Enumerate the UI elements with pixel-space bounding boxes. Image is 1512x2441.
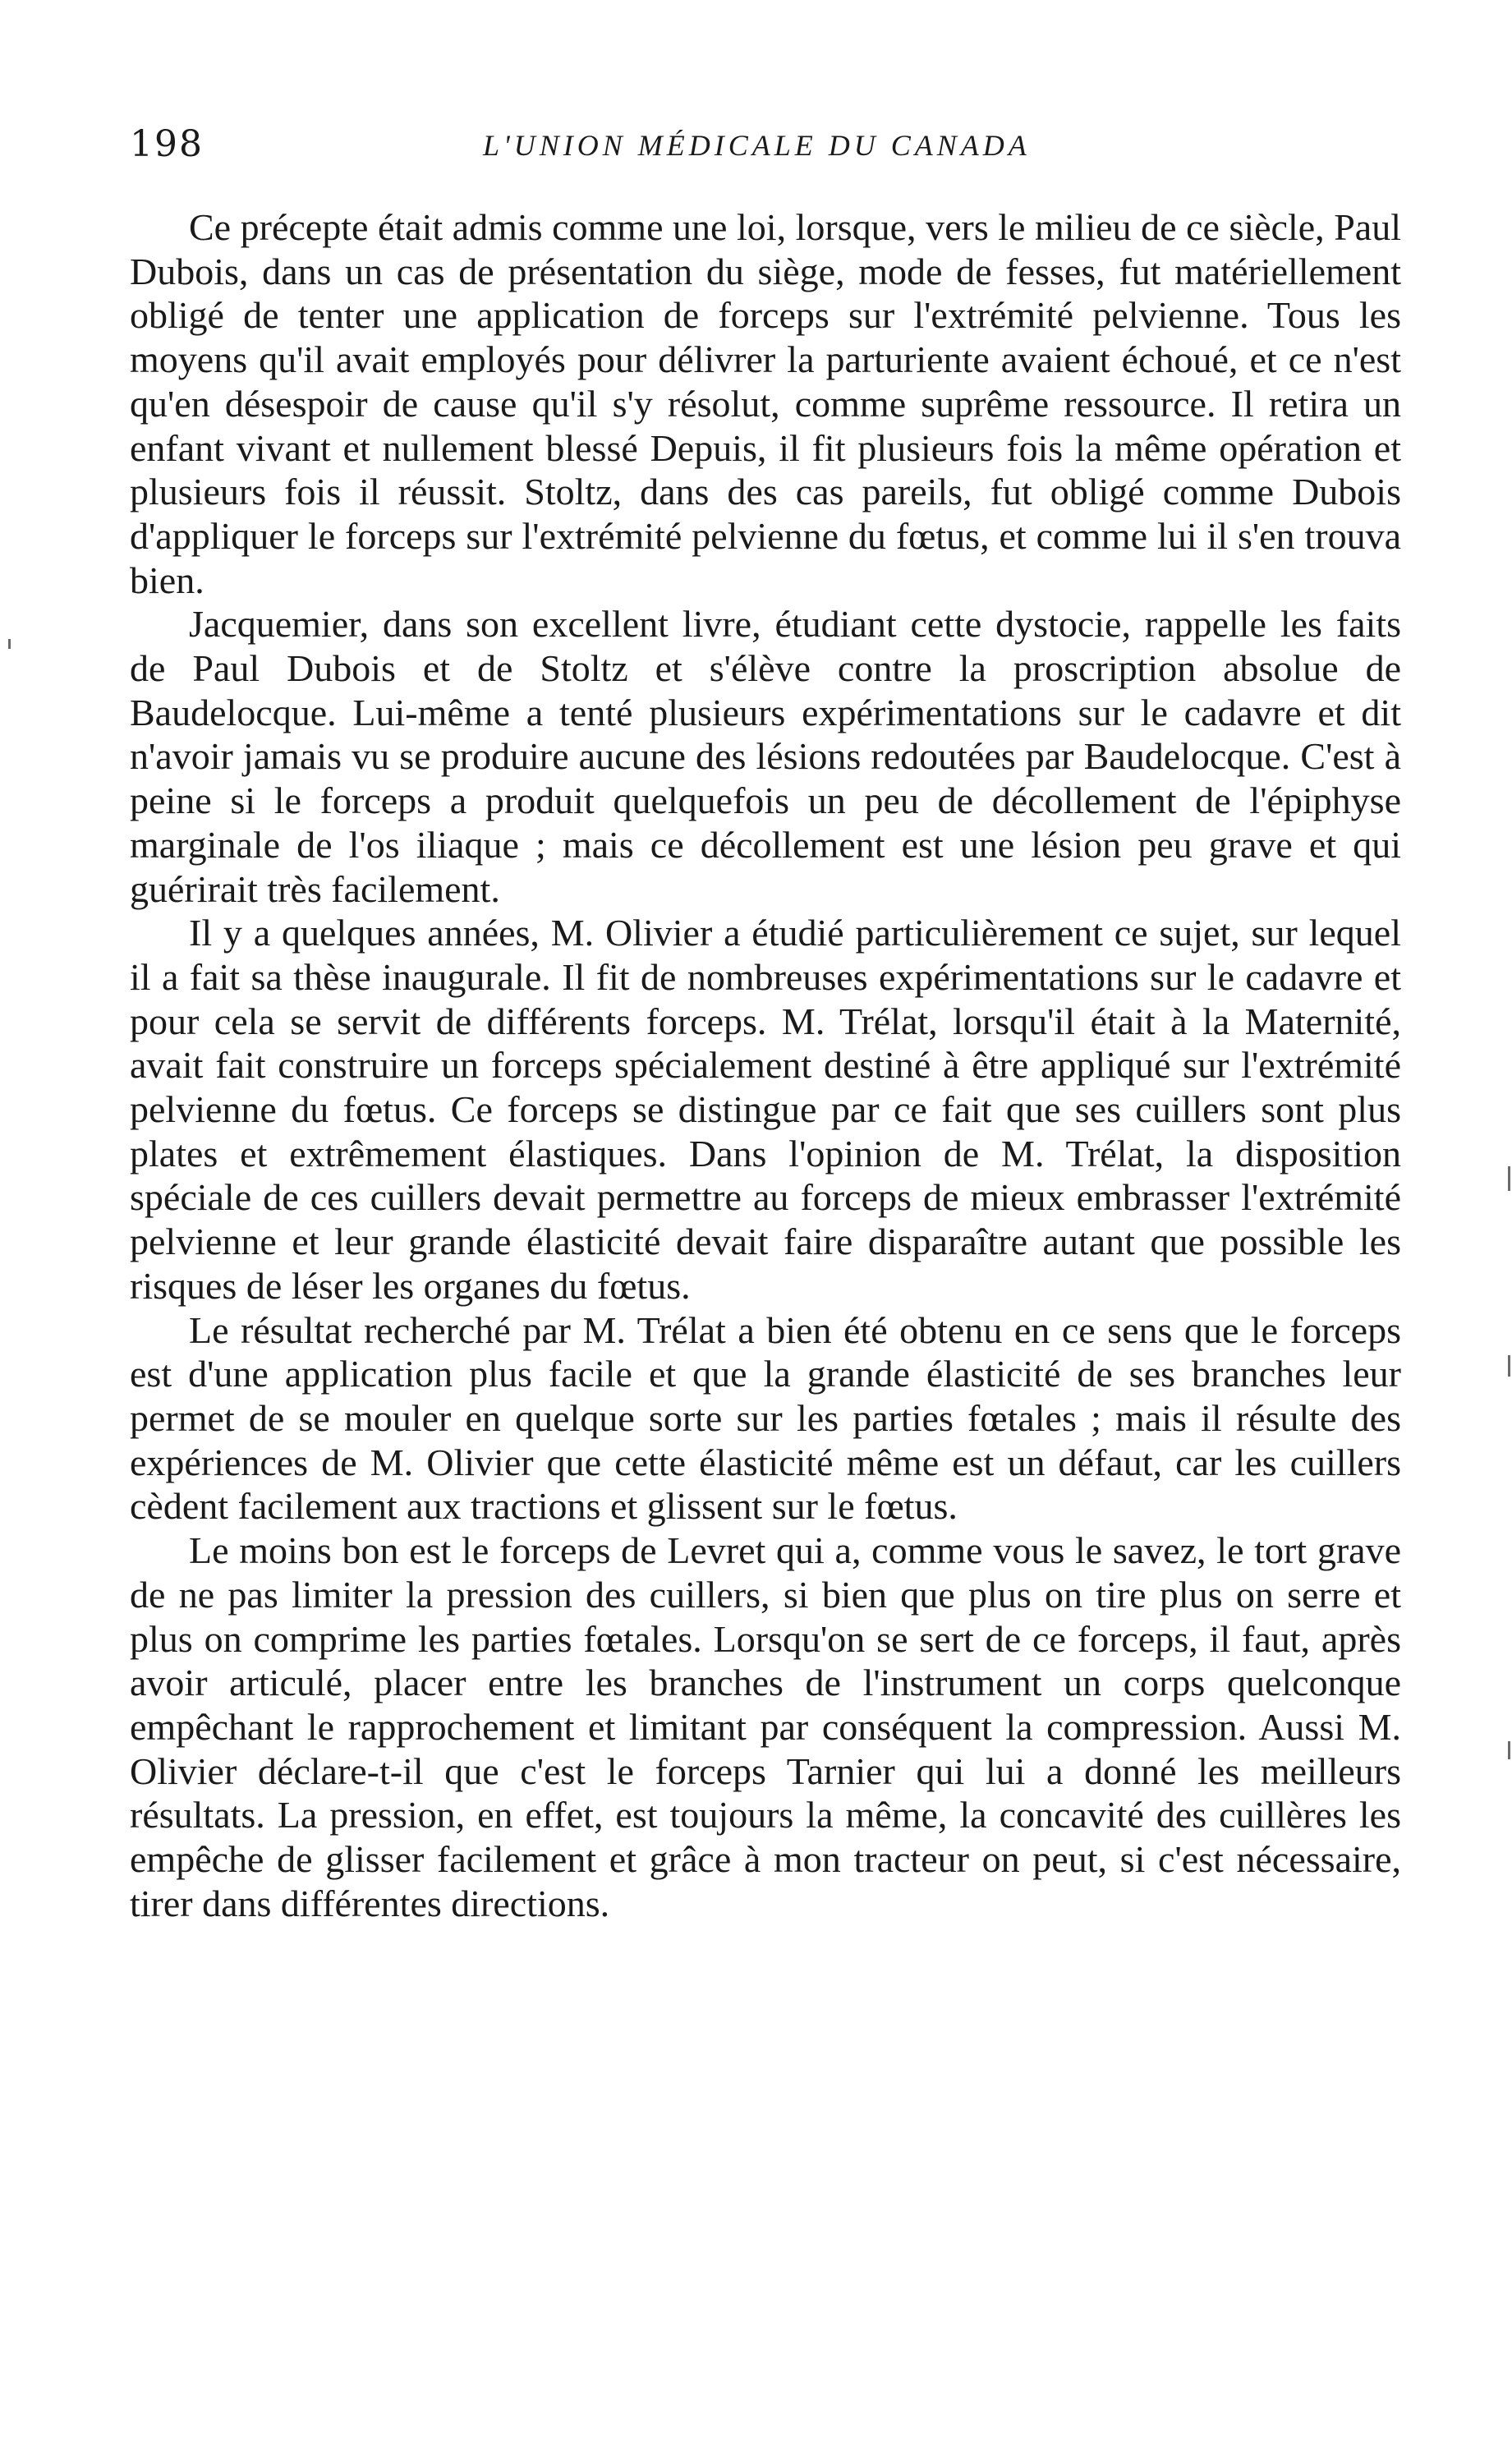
paragraph-jacquemier: Jacquemier, dans son excellent livre, étudiant cette dystocie, rappelle les faits de Paul Dubois et de Stoltz et s'élève contre la proscription absolue de Baudelocque. Lui-même a tenté plusieurs expérimentations sur le cadavre et dit n'avoir jamais vu se produire aucune des lésions redoutées par Baudelocque. C'est à peine si le forceps a produit quelquefois un peu de décollement de l'épiphyse marginale de l'os iliaque ; mais ce décollement est une lésion peu grave et qui guérirait très facilement. (130, 603, 1401, 910)
paragraph-levret-tarnier: Le moins bon est le forceps de Levret qui a, comme vous le savez, le tort grave de ne pas limiter la pression des cuillers, si bien que plus on tire plus on serre et plus on comprime les parties fœtales. Lorsqu'on se sert de ce forceps, il faut, après avoir articulé, placer entre les branches de l'instrument un corps quelconque empêchant le rapprochement et limitant par conséquent la compression. Aussi M. Olivier déclare-t-il que c'est le forceps Tarnier qui lui a donné les meilleurs résultats. La pression, en effet, est toujours la même, la concavité des cuillères les empêche de glisser facilement et grâce à mon tracteur on peut, si c'est nécessaire, tirer dans différentes directions. (130, 1529, 1401, 1924)
page-number: 198 (130, 123, 204, 165)
scan-margin-mark (1508, 1355, 1510, 1377)
page-header (130, 123, 1403, 172)
scan-margin-mark (1508, 1741, 1510, 1759)
running-title: L'UNION MÉDICALE DU CANADA (483, 129, 1031, 162)
paragraph-forceps-history: Ce précepte était admis comme une loi, lorsque, vers le milieu de ce siècle, Paul Dubois, dans un cas de présentation du siège, mode de fesses, fut matériellement obligé de tenter une application de forceps sur l'extrémité pelvienne. Tous les moyens qu'il avait employés pour délivrer la parturiente avaient échoué, et ce n'est qu'en désespoir de cause qu'il s'y résolut, comme suprême ressource. Il retira un enfant vivant et nullement blessé Depuis, il fit plusieurs fois la même opération et plusieurs fois il réussit. Stoltz, dans des cas pareils, fut obligé comme Dubois d'appliquer le forceps sur l'extrémité pelvienne du fœtus, et comme lui il s'en trouva bien. (130, 206, 1401, 601)
scan-margin-mark (1508, 1166, 1510, 1191)
paragraph-trelat-result: Le résultat recherché par M. Trélat a bien été obtenu en ce sens que le forceps est d'une application plus facile et que la grande élasticité de ses branches leur permet de se mouler en quelque sorte sur les parties fœtales ; mais il résulte des expériences de M. Olivier que cette élasticité même est un défaut, car les cuillers cèdent facilement aux tractions et glissent sur le fœtus. (130, 1308, 1401, 1528)
body-text (130, 205, 1401, 1925)
scan-margin-mark (8, 639, 11, 649)
paragraph-olivier-trelat: Il y a quelques années, M. Olivier a étudié particulièrement ce sujet, sur lequel il a fait sa thèse inaugurale. Il fit de nombreuses expérimentations sur le cadavre et pour cela se servit de différents forceps. M. Trélat, lorsqu'il était à la Maternité, avait fait construire un forceps spécialement destiné à être appliqué sur l'extrémité pelvienne du fœtus. Ce forceps se distingue par ce fait que ses cuillers sont plus plates et extrêmement élastiques. Dans l'opinion de M. Trélat, la disposition spéciale de ces cuillers devait permettre au forceps de mieux embrasser l'extrémité pelvienne et leur grande élasticité devait faire disparaître autant que possible les risques de léser les organes du fœtus. (130, 912, 1401, 1307)
